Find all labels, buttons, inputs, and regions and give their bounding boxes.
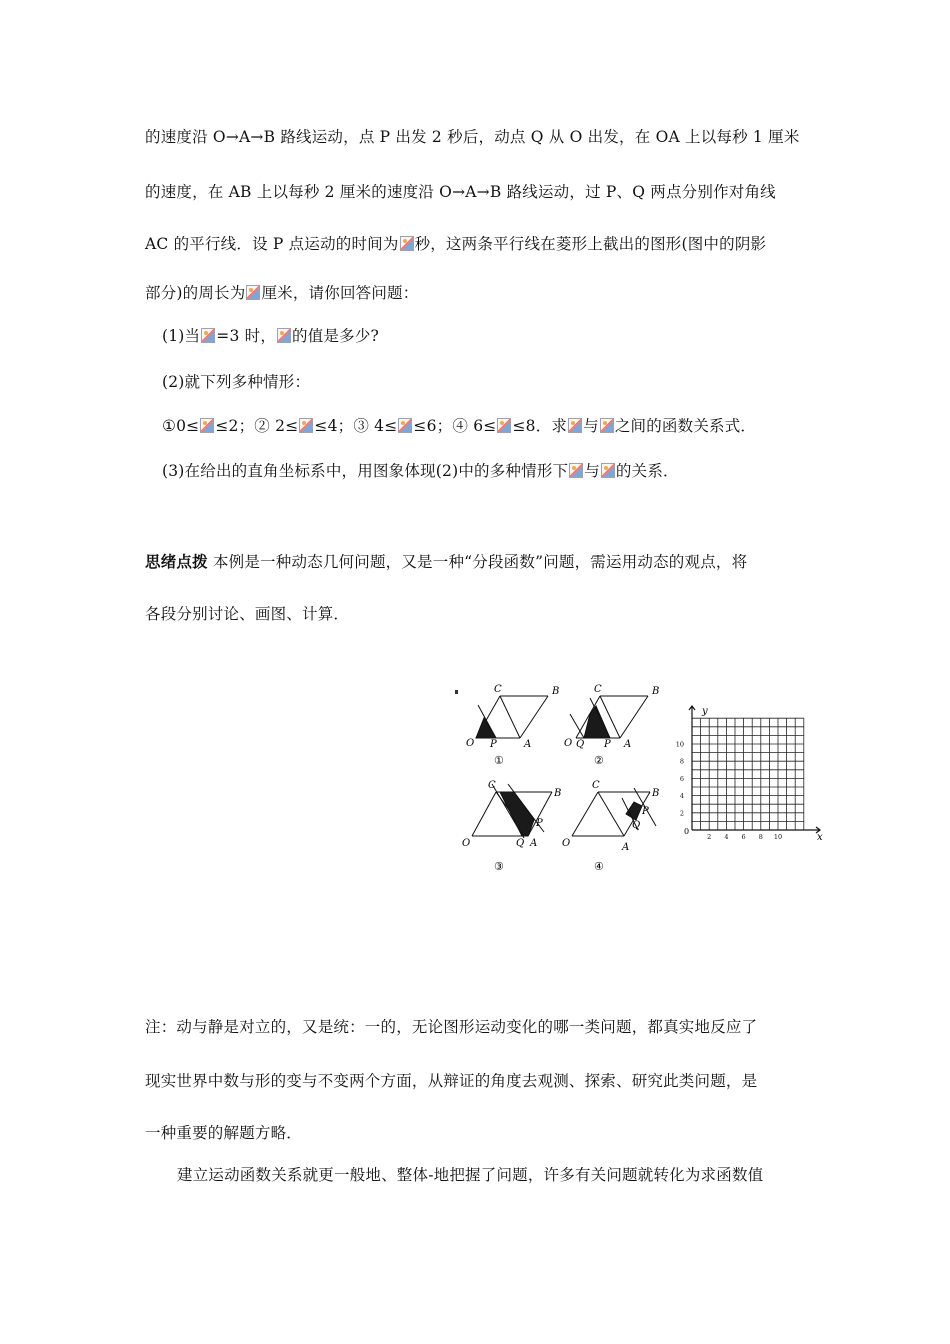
label-A-2: A — [624, 739, 632, 750]
label-B-3: B — [554, 788, 562, 799]
label-C-1: C — [494, 684, 502, 695]
y-tick-label: 10 — [675, 740, 684, 749]
x-tick-label: 2 — [707, 833, 712, 841]
broken-image-icon — [497, 418, 511, 433]
x-tick-label: 4 — [724, 833, 729, 841]
y-tick-label: 6 — [679, 774, 684, 783]
speck — [455, 690, 458, 694]
label-O-4: O — [562, 838, 571, 849]
y-tick-label: 2 — [679, 809, 684, 818]
label-A-4: A — [622, 842, 630, 853]
broken-image-icon — [568, 418, 582, 433]
broken-image-icon — [201, 328, 215, 343]
broken-image-icon — [398, 418, 412, 433]
note-line-3: 一种重要的解题方略． — [145, 1124, 303, 1142]
paragraph-line: 建立运动函数关系就更一般地、整体-地把握了问题，许多有关问题就转化为求函数值 — [177, 1166, 764, 1184]
label-B-1: B — [552, 686, 560, 697]
label-B-4: B — [652, 788, 660, 799]
label-C-4: C — [592, 780, 600, 791]
label-Q-4: Q — [632, 820, 641, 831]
question-3: (3)在给出的直角坐标系中，用图象体现(2)中的多种情形下 与 的关系． — [162, 462, 679, 480]
rhombus-figure — [452, 680, 832, 880]
caption-1: ① — [494, 754, 504, 767]
rhombus-diagram-1 — [476, 696, 548, 738]
caption-4: ④ — [594, 860, 604, 873]
text-line-2: 的速度，在 AB 上以每秒 2 厘米的速度沿 O→A→B 路线运动，过 P、Q 两点分别作对角线 — [145, 183, 776, 201]
rhombus-diagram-3 — [472, 784, 552, 838]
y-tick-label: 8 — [679, 757, 684, 766]
question-2-cases: ①0≤ ≤2；② 2≤ ≤4；③ 4≤ ≤6；④ 6≤ ≤8．求 与 之间的函数关系式． — [162, 417, 757, 435]
caption-2: ② — [594, 754, 604, 767]
hint-label: 思绪点拨 — [145, 552, 208, 571]
text-line-4: 部分)的周长为 厘米，请你回答问题： — [145, 284, 419, 302]
question-2: (2)就下列多种情形： — [162, 373, 311, 391]
hint-line-1: 思绪点拨 本例是一种动态几何问题，又是一种“分段函数”问题，需运用动态的观点，将 — [145, 552, 748, 571]
rhombus-diagram-2 — [570, 696, 648, 738]
label-B-2: B — [652, 686, 660, 697]
label-O-3: O — [462, 838, 471, 849]
coordinate-grid — [692, 718, 804, 830]
x-tick-label: 6 — [741, 833, 746, 841]
label-Q-2: Q — [576, 739, 585, 750]
label-A-3: A — [530, 838, 538, 849]
caption-3: ③ — [494, 860, 504, 873]
label-P-4: P — [642, 806, 649, 817]
x-axis-label: x — [817, 832, 823, 843]
y-axis-label: y — [702, 706, 708, 717]
text-line-3: AC 的平行线．设 P 点运动的时间为 秒，这两条平行线在菱形上截出的图形(图中的阴影 — [145, 235, 767, 253]
label-C-2: C — [594, 684, 602, 695]
note-line-2: 现实世界中数与形的变与不变两个方面，从辩证的角度去观测、探索、研究此类问题，是 — [145, 1072, 758, 1090]
label-O-1: O — [466, 738, 475, 749]
broken-image-icon — [200, 418, 214, 433]
broken-image-icon — [299, 418, 313, 433]
note-line-1: 注：动与静是对立的，又是统：一的，无论图形运动变化的哪一类问题，都真实地反应了 — [145, 1018, 758, 1036]
broken-image-icon — [600, 418, 614, 433]
label-C-3: C — [488, 780, 496, 791]
label-A-1: A — [524, 739, 532, 750]
broken-image-icon — [400, 236, 414, 251]
broken-image-icon — [246, 285, 260, 300]
broken-image-icon — [569, 463, 583, 478]
x-tick-label: 10 — [773, 833, 783, 841]
text-line-1: 的速度沿 O→A→B 路线运动，点 P 出发 2 秒后，动点 Q 从 O 出发，在 OA 上以每秒 1 厘米 — [145, 128, 800, 146]
label-P-3: P — [536, 818, 543, 829]
origin-label: 0 — [684, 827, 690, 836]
label-P-2: P — [604, 739, 611, 750]
broken-image-icon — [601, 463, 615, 478]
x-tick-label: 8 — [758, 833, 763, 841]
broken-image-icon — [277, 328, 291, 343]
label-Q-3: Q — [516, 838, 525, 849]
label-O-2: O — [564, 738, 573, 749]
label-P-1: P — [490, 739, 497, 750]
question-1: (1)当 =3 时， 的值是多少? — [162, 327, 380, 345]
y-tick-label: 4 — [679, 792, 684, 801]
hint-line-2: 各段分别讨论、画图、计算． — [145, 605, 350, 623]
